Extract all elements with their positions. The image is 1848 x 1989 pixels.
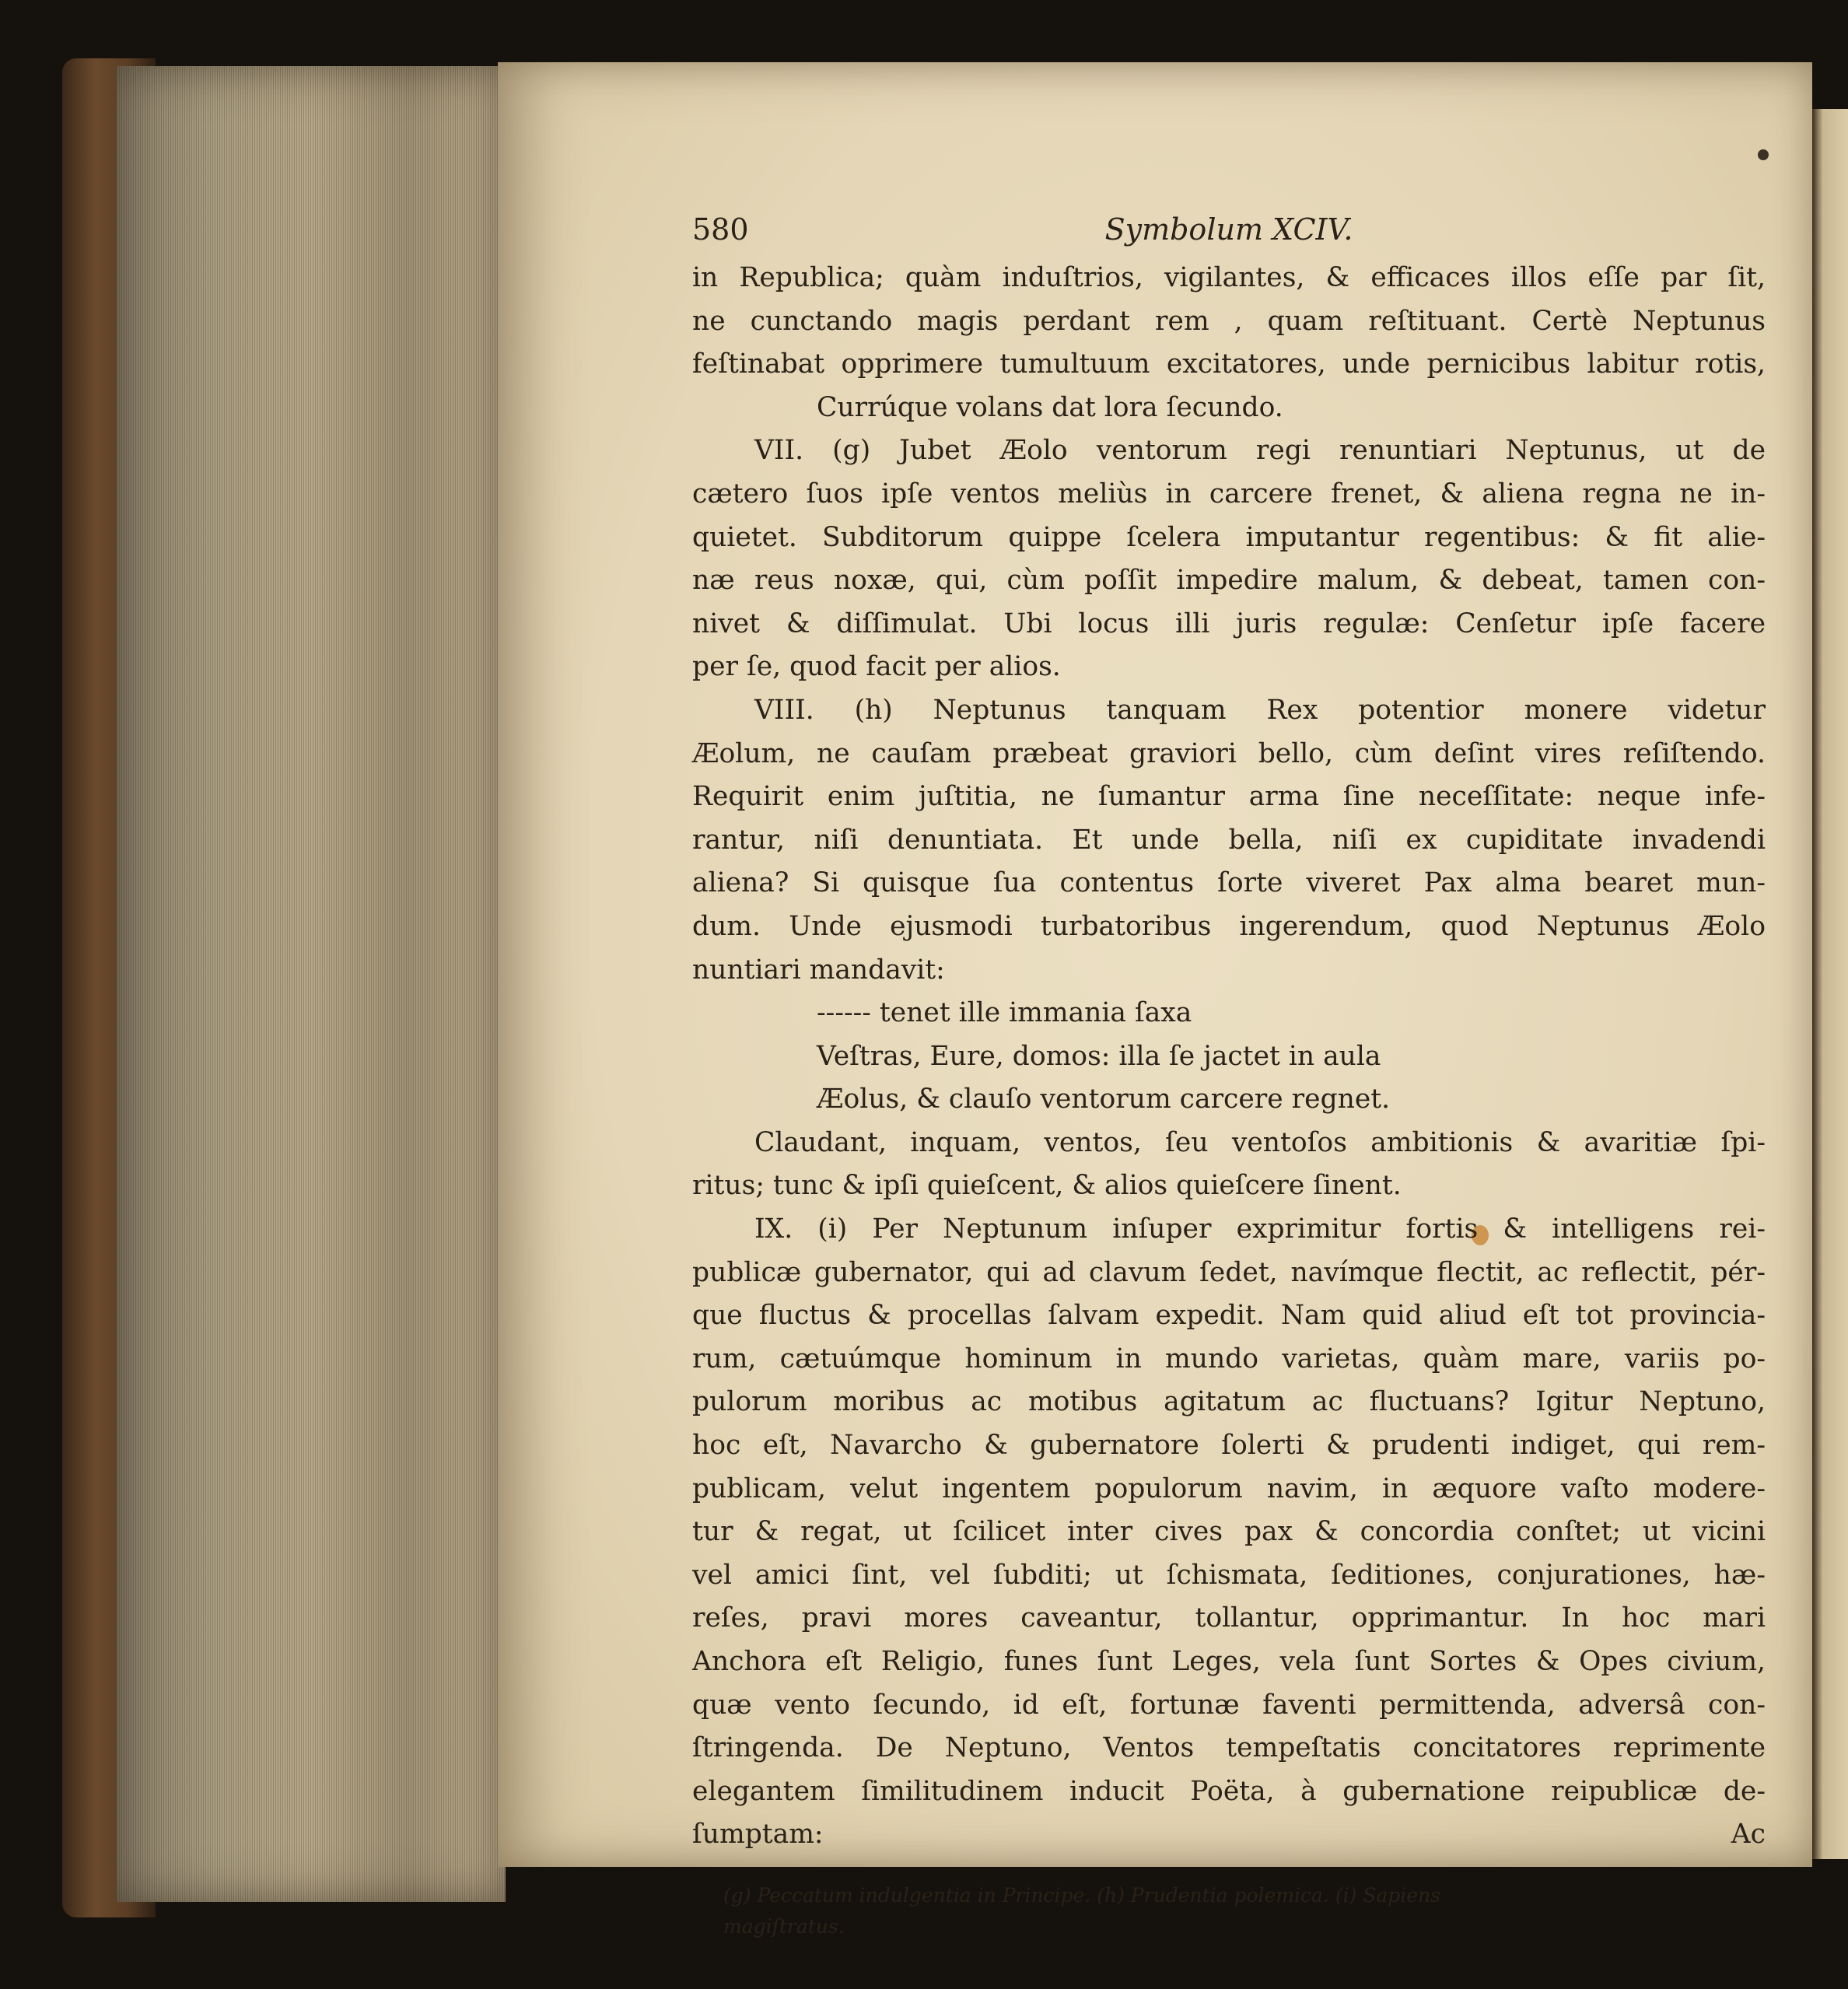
text-line: nuntiari mandavit:	[692, 954, 945, 986]
text-line: hoc eſt, Navarcho & gubernatore ſolerti & prudenti indiget, qui rem-	[692, 1430, 1766, 1462]
text-line: aliena? Si quisque ſua contentus ſorte viveret Pax alma bearet mun-	[692, 867, 1766, 899]
ink-dot	[1758, 149, 1769, 160]
text-line: ritus; tunc & ipſi quieſcent, & alios quieſcere ſinent.	[692, 1170, 1402, 1202]
last-line-row	[692, 1813, 1766, 1857]
text-line: ſtringenda. De Neptuno, Ventos tempeſtatis concitatores reprimente	[692, 1732, 1766, 1764]
text-line: ne cunctando magis perdant rem , quam reſtituant. Certè Neptunus	[692, 305, 1766, 337]
footnotes	[692, 1880, 1766, 1942]
book-page	[498, 62, 1812, 1938]
page-edges	[117, 66, 506, 1902]
text-line: Requirit enim juſtitia, ne ſumantur arma ſine neceſſitate: neque infe-	[692, 781, 1766, 813]
facing-page-edge	[1812, 109, 1848, 1859]
text-line: que fluctus & procellas ſalvam expedit. Nam quid aliud eſt tot provincia-	[692, 1300, 1766, 1332]
verse-line: Æolus, & clauſo ventorum carcere regnet.	[817, 1084, 1391, 1115]
text-line: quæ vento ſecundo, id eſt, fortunæ faventi permittenda, adversâ con-	[692, 1689, 1766, 1721]
text-line: ſumptam:	[692, 1819, 824, 1851]
text-line: rum, cætuúmque hominum in mundo varietas, quàm mare, variis po-	[692, 1343, 1766, 1374]
catchword: Ac	[1731, 1819, 1766, 1851]
text-line: in Republica; quàm induſtrios, vigilantes, & efficaces illos eſſe par ſit,	[692, 262, 1766, 293]
text-line: næ reus noxæ, qui, cùm poſſit impedire malum, & debeat, tamen con-	[692, 565, 1766, 597]
text-line: dum. Unde ejusmodi turbatoribus ingerendum, quod Neptunus Æolo	[692, 910, 1766, 942]
text-line: Claudant, inquam, ventos, ſeu ventoſos ambitionis & avaritiæ ſpi-	[754, 1126, 1766, 1158]
text-line: publicam, velut ingentem populorum navim, in æquore vaſto modere-	[692, 1472, 1766, 1504]
page-number: 580	[692, 212, 749, 247]
text-line: per ſe, quod facit per alios.	[692, 651, 1061, 683]
text-line: elegantem ſimilitudinem inducit Poëta, à gubernatione reipublicæ de-	[692, 1775, 1766, 1807]
text-line: publicæ gubernator, qui ad clavum ſedet, navímque flectit, ac reflectit, pér-	[692, 1256, 1766, 1288]
text-line: Anchora eſt Religio, funes ſunt Leges, vela ſunt Sortes & Opes civium,	[692, 1646, 1766, 1677]
text-line: IX. (i) Per Neptunum inſuper exprimitur fortis & intelligens rei-	[754, 1213, 1766, 1245]
text-line: pulorum moribus ac motibus agitatum ac fluctuans? Igitur Neptuno,	[692, 1386, 1766, 1418]
verse-line: ------ tenet ille immania ſaxa	[817, 997, 1192, 1029]
running-title: Symbolum XCIV.	[1104, 212, 1353, 247]
verse-line: Currúque volans dat lora ſecundo.	[817, 391, 1283, 423]
text-line: nivet & diſſimulat. Ubi locus illi juris regulæ: Cenſetur ipſe facere	[692, 608, 1766, 639]
text-line: rantur, niſi denuntiata. Et unde bella, niſi ex cupiditate invadendi	[692, 824, 1766, 856]
text-line: reſes, pravi mores caveantur, tollantur, opprimantur. In hoc mari	[692, 1602, 1766, 1634]
text-line: tur & regat, ut ſcilicet inter cives pax & concordia conſtet; ut vicini	[692, 1516, 1766, 1548]
text-line: VII. (g) Jubet Æolo ventorum regi renuntiari Neptunus, ut de	[754, 435, 1766, 467]
text-line: cætero ſuos ipſe ventos meliùs in carcere frenet, & aliena regna ne in-	[692, 478, 1766, 510]
text-line: feſtinabat opprimere tumultuum excitatores, unde pernicibus labitur rotis,	[692, 348, 1766, 380]
footnote-line: magiſtratus.	[723, 1914, 845, 1938]
text-line: VIII. (h) Neptunus tanquam Rex potentior monere videtur	[754, 694, 1766, 726]
verse-line: Veſtras, Eure, domos: illa ſe jactet in aula	[817, 1040, 1381, 1072]
text-line: vel amici ſint, vel ſubditi; ut ſchismata, ſeditiones, conjurationes, hæ-	[692, 1559, 1766, 1591]
page-text	[692, 202, 1766, 1942]
running-head	[692, 202, 1766, 257]
footnote-line: (g) Peccatum indulgentia in Principe. (h) Prudentia polemica. (i) Sapiens	[723, 1883, 1441, 1907]
text-line: quietet. Subditorum quippe ſcelera imputantur regentibus: & fit alie-	[692, 521, 1766, 553]
text-line: Æolum, ne cauſam præbeat graviori bello, cùm deſint vires reſiſtendo.	[692, 737, 1766, 769]
